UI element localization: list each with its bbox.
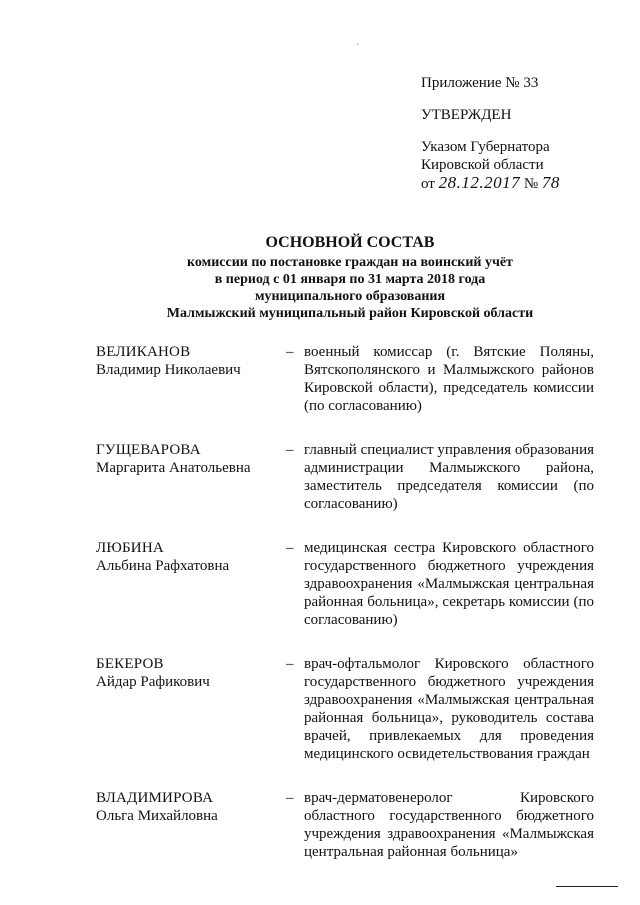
- members-list: [96, 343, 616, 887]
- scan-dot: ·: [356, 40, 360, 51]
- member-names: [96, 789, 286, 861]
- member-surname: ЛЮБИНА: [96, 540, 164, 556]
- title-line: комиссии по постановке граждан на воинский учёт: [187, 255, 513, 270]
- member-names: [96, 539, 286, 629]
- member-given-name: Владимир Николаевич: [96, 362, 241, 378]
- member-dash: –: [286, 790, 294, 806]
- member-role: главный специалист управления образования администрации Малмыжского района, заместитель председателя комиссии (по согласованию): [304, 442, 594, 512]
- member-surname: ВЛАДИМИРОВА: [96, 790, 214, 806]
- page-edge-line: [556, 886, 618, 887]
- member-given-name: Айдар Рафикович: [96, 674, 210, 690]
- member-given-name: Альбина Рафхатовна: [96, 558, 230, 574]
- member-entry: [96, 789, 616, 861]
- appendix-label: Приложение № 33: [421, 75, 539, 91]
- member-surname: БЕКЕРОВ: [96, 656, 164, 672]
- number-prefix: №: [523, 176, 539, 192]
- member-names: [96, 441, 286, 513]
- member-given-name: Маргарита Анатольевна: [96, 460, 251, 476]
- handwritten-date: 28.12.2017: [438, 173, 521, 192]
- member-role: врач-офтальмолог Кировского областного государственного бюджетного учреждения здравоохранения «Малмыжская центральная районная больница», руководитель состава врачей, привлекаемых для проведения медицинского освидетельствования граждан: [304, 656, 594, 762]
- member-surname: ГУЩЕВАРОВА: [96, 442, 201, 458]
- member-entry: [96, 655, 616, 763]
- member-entry: [96, 539, 616, 629]
- member-role: медицинская сестра Кировского областного государственного бюджетного учреждения здравоохранения «Малмыжская центральная районная больница», секретарь комиссии (по согласованию): [304, 540, 594, 628]
- approved-label: УТВЕРЖДЕН: [421, 107, 512, 123]
- title-main: ОСНОВНОЙ СОСТАВ: [265, 234, 435, 251]
- member-dash: –: [286, 442, 294, 458]
- decree-line-1: Указом Губернатора: [421, 139, 550, 155]
- date-prefix: от: [421, 176, 435, 192]
- title-line: в период с 01 января по 31 марта 2018 года: [214, 272, 486, 287]
- member-entry: [96, 441, 616, 513]
- approval-block: [421, 74, 621, 193]
- handwritten-number: 78: [541, 173, 560, 192]
- member-dash: –: [286, 344, 294, 360]
- member-role: военный комиссар (г. Вятские Поляны, Вятскополянского и Малмыжского районов Кировской области), председатель комиссии (по согласованию): [304, 344, 594, 414]
- decree-date-line: [421, 174, 621, 193]
- document-title: [90, 232, 610, 322]
- member-role: врач-дерматовенеролог Кировского областного государственного бюджетного учреждения здравоохранения «Малмыжская центральная районная больница»: [304, 790, 594, 860]
- member-surname: ВЕЛИКАНОВ: [96, 344, 191, 360]
- member-entry: [96, 343, 616, 415]
- member-dash: –: [286, 656, 294, 672]
- member-given-name: Ольга Михайловна: [96, 808, 218, 824]
- title-line: муниципального образования: [254, 289, 446, 304]
- title-line: Малмыжский муниципальный район Кировской области: [166, 306, 534, 321]
- decree-line-2: Кировской области: [421, 157, 544, 173]
- member-names: [96, 343, 286, 415]
- member-names: [96, 655, 286, 763]
- member-dash: –: [286, 540, 294, 556]
